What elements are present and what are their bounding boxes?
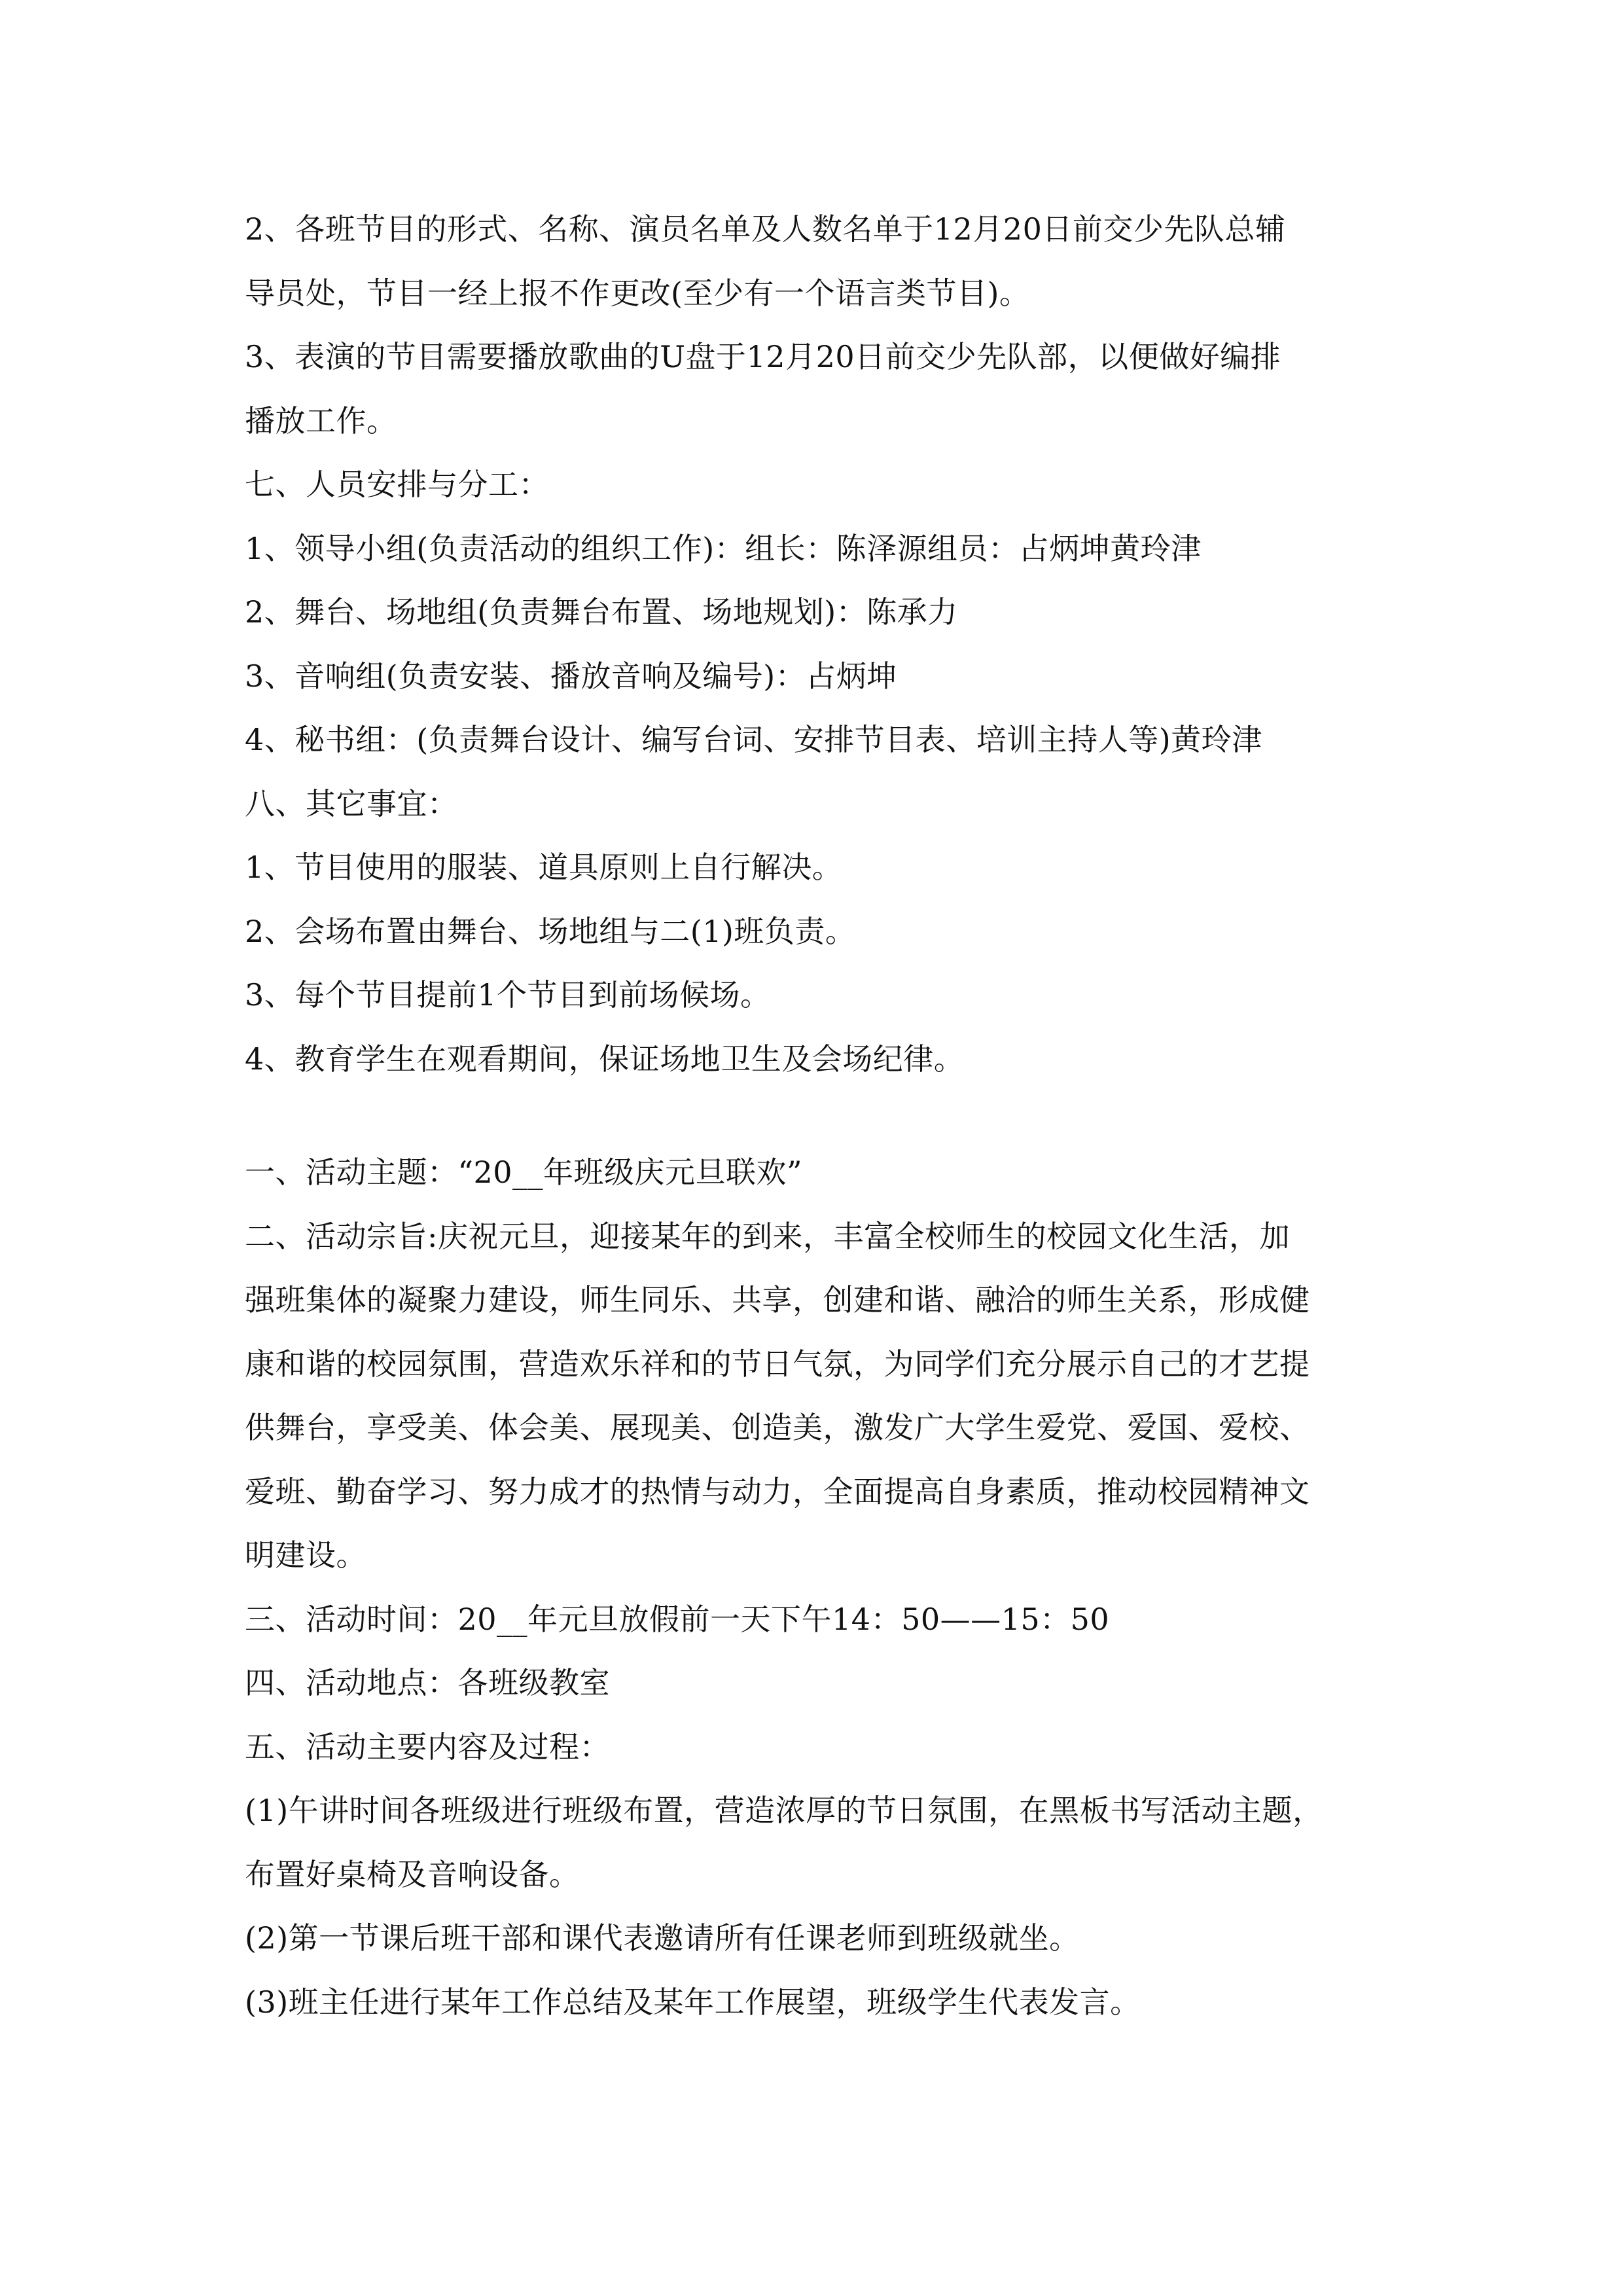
text-line: 1、领导小组(负责活动的组织工作)：组长：陈泽源组员：占炳坤黄玲津 — [245, 530, 1202, 566]
text-line: (1)午讲时间各班级进行班级布置，营造浓厚的节日氛围，在黑板书写活动主题， — [245, 1793, 1323, 1828]
text-line: 3、每个节目提前1个节目到前场候场。 — [245, 977, 771, 1013]
text-line: 2、会场布置由舞台、场地组与二(1)班负责。 — [245, 913, 856, 949]
text-line: (2)第一节课后班干部和课代表邀请所有任课老师到班级就坐。 — [245, 1920, 1080, 1956]
text-line: 康和谐的校园氛围，营造欢乐祥和的节日气氛，为同学们充分展示自己的才艺提 — [245, 1346, 1310, 1382]
text-line: 播放工作。 — [245, 403, 397, 439]
text-line: 4、教育学生在观看期间，保证场地卫生及会场纪律。 — [245, 1041, 965, 1077]
section-heading: 七、人员安排与分工： — [245, 467, 549, 502]
text-line: 布置好桌椅及音响设备。 — [245, 1856, 580, 1892]
section-heading: 八、其它事宜： — [245, 785, 458, 821]
text-line: 3、表演的节目需要播放歌曲的U盘于12月20日前交少先队部，以便做好编排 — [245, 339, 1281, 374]
text-line: 1、节目使用的服装、道具原则上自行解决。 — [245, 850, 843, 885]
section-heading: 五、活动主要内容及过程： — [245, 1729, 610, 1765]
section-heading: 三、活动时间：20__年元旦放假前一天下午14：50——15：50 — [245, 1601, 1110, 1637]
text-line: 2、各班节目的形式、名称、演员名单及人数名单于12月20日前交少先队总辅 — [245, 211, 1286, 247]
text-line: (3)班主任进行某年工作总结及某年工作展望，班级学生代表发言。 — [245, 1984, 1141, 2020]
text-line: 3、音响组(负责安装、播放音响及编号)：占炳坤 — [245, 658, 897, 694]
text-line: 强班集体的凝聚力建设，师生同乐、共享，创建和谐、融洽的师生关系，形成健 — [245, 1282, 1310, 1318]
section-heading: 一、活动主题：“20__年班级庆元旦联欢” — [245, 1155, 803, 1190]
text-line: 供舞台，享受美、体会美、展现美、创造美，激发广大学生爱党、爱国、爱校、 — [245, 1410, 1310, 1445]
text-line: 爱班、勤奋学习、努力成才的热情与动力，全面提高自身素质，推动校园精神文 — [245, 1473, 1310, 1509]
section-one — [245, 198, 1397, 1091]
section-two — [245, 1141, 1397, 2034]
text-line: 明建设。 — [245, 1537, 366, 1573]
text-line: 4、秘书组：(负责舞台设计、编写台词、安排节目表、培训主持人等)黄玲津 — [245, 722, 1262, 757]
text-line: 2、舞台、场地组(负责舞台布置、场地规划)：陈承力 — [245, 594, 958, 630]
section-heading: 四、活动地点：各班级教室 — [245, 1665, 610, 1700]
text-line: 导员处，节目一经上报不作更改(至少有一个语言类节目)。 — [245, 275, 1030, 311]
text-line: 二、活动宗旨:庆祝元旦，迎接某年的到来，丰富全校师生的校园文化生活，加 — [245, 1218, 1290, 1254]
